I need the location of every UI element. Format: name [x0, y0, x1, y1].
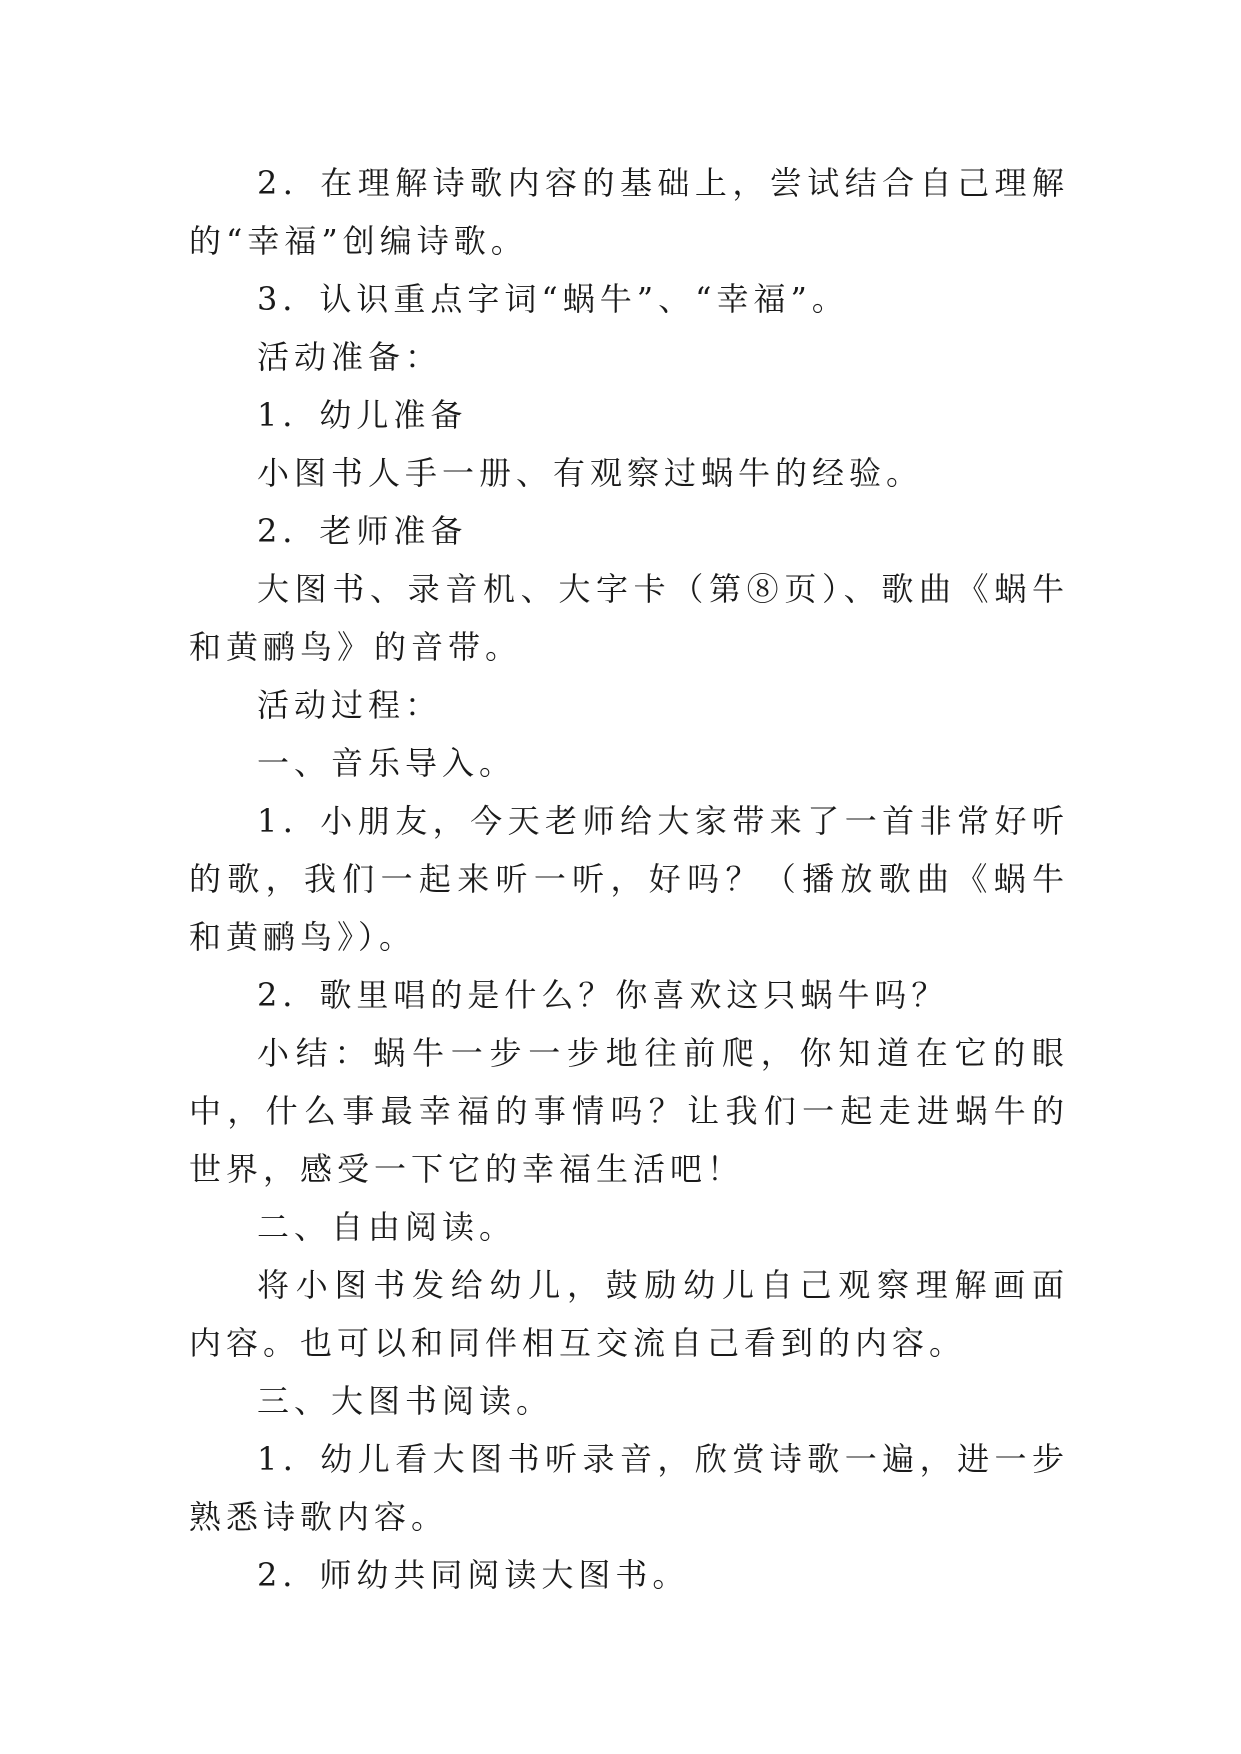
- heading-music-intro: 一、音乐导入。: [257, 744, 517, 782]
- paragraph-child-preparation-title: 1．幼儿准备: [257, 396, 468, 434]
- paragraph-summary: 小结：蜗牛一步一步地往前爬，你知道在它的眼中，什么事最幸福的事情吗？让我们一起走进蜗牛的世界，感受一下它的幸福生活吧！: [189, 1034, 1069, 1188]
- heading-free-reading: 二、自由阅读。: [257, 1208, 517, 1246]
- heading-activity-process: 活动过程：: [257, 686, 443, 724]
- paragraph-free-reading: 将小图书发给幼儿，鼓励幼儿自己观察理解画面内容。也可以和同伴相互交流自己看到的内容。: [189, 1266, 1069, 1362]
- paragraph-big-book-reading-2: 2．师幼共同阅读大图书。: [257, 1556, 690, 1594]
- paragraph-music-intro-1: 1．小朋友，今天老师给大家带来了一首非常好听的歌，我们一起来听一听，好吗？（播放歌曲《蜗牛和黄鹂鸟》）。: [189, 802, 1069, 956]
- heading-big-book-reading: 三、大图书阅读。: [257, 1382, 554, 1420]
- paragraph-objective-3: 3．认识重点字词“蜗牛”、“幸福”。: [257, 280, 849, 318]
- heading-activity-preparation: 活动准备：: [257, 338, 443, 376]
- paragraph-music-intro-2: 2．歌里唱的是什么？你喜欢这只蜗牛吗？: [257, 976, 949, 1014]
- paragraph-objective-2: 2．在理解诗歌内容的基础上，尝试结合自己理解的“幸福”创编诗歌。: [189, 164, 1069, 260]
- paragraph-big-book-reading-1: 1．幼儿看大图书听录音，欣赏诗歌一遍，进一步熟悉诗歌内容。: [189, 1440, 1069, 1536]
- document-body: [189, 154, 1069, 1604]
- paragraph-teacher-preparation-title: 2．老师准备: [257, 512, 468, 550]
- paragraph-teacher-preparation: 大图书、录音机、大字卡（第⑧页）、歌曲《蜗牛和黄鹂鸟》的音带。: [189, 570, 1069, 666]
- paragraph-child-preparation: 小图书人手一册、有观察过蜗牛的经验。: [257, 454, 924, 492]
